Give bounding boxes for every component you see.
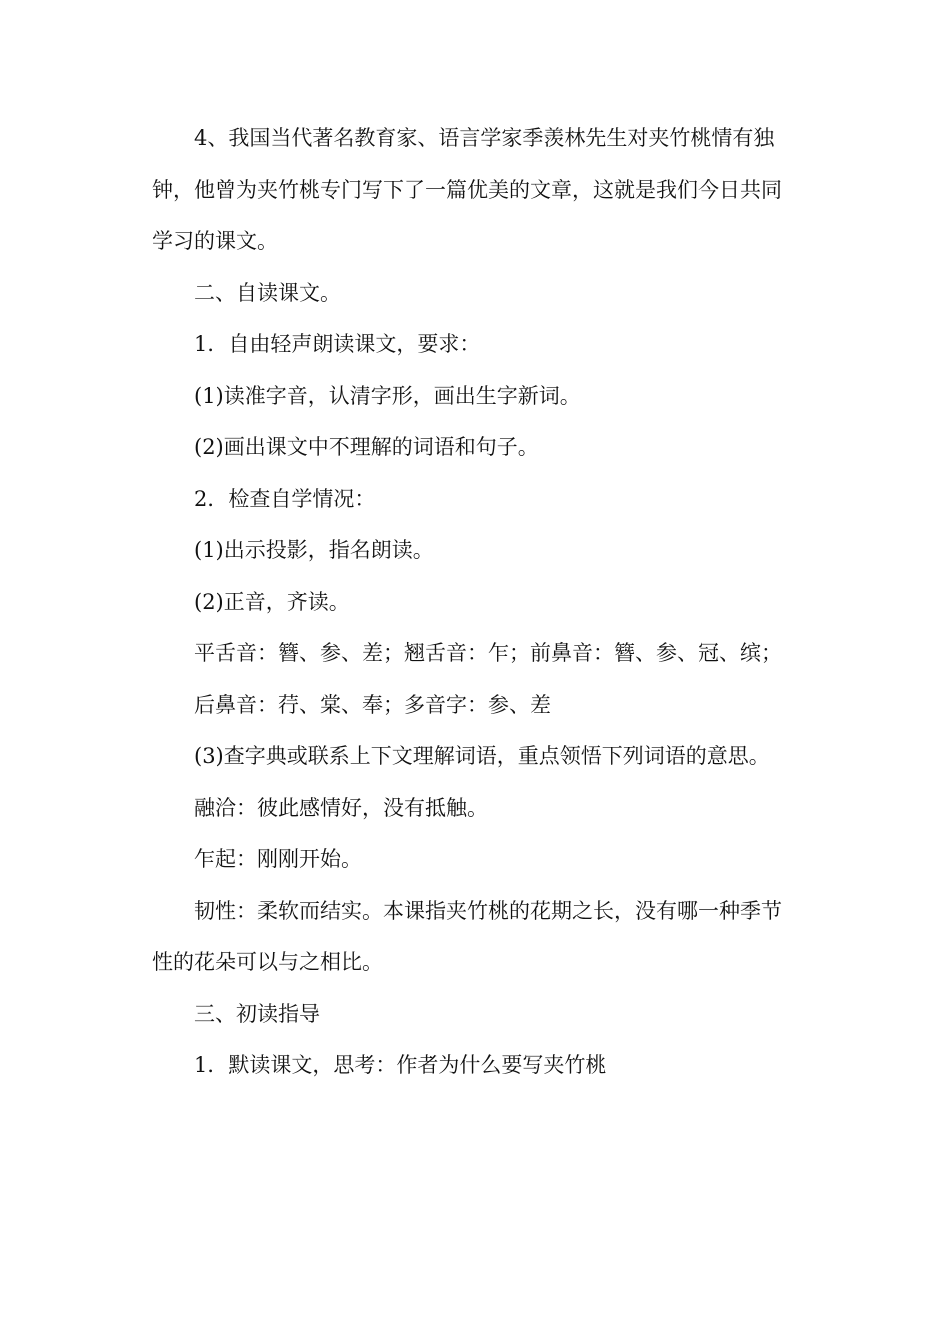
- sub-item-mark-words: (2)画出课文中不理解的词语和句子。: [194, 435, 539, 459]
- paragraph-intro: 4、我国当代著名教育家、语言学家季羡林先生对夹竹桃情有独钟，他曾为夹竹桃专门写下了一篇优美的文章，这就是我们今日共同学习的课文。: [152, 126, 782, 253]
- paragraph-back-nasal-sounds: 后鼻音：荇、棠、奉；多音字：参、差: [194, 692, 551, 717]
- section-heading-first-reading: 三、初读指导: [194, 1001, 320, 1026]
- sub-item-dictionary: (3)查字典或联系上下文理解词语，重点领悟下列词语的意思。: [194, 744, 770, 768]
- sub-item-projection: (1)出示投影，指名朗读。: [194, 538, 434, 562]
- section-heading-self-reading: 二、自读课文。: [194, 280, 341, 305]
- definition-rongqia: 融洽：彼此感情好，没有抵触。: [194, 795, 488, 820]
- paragraph-flat-tongue-sounds: 平舌音：簪、参、差；翘舌音：乍；前鼻音：簪、参、冠、缤；: [194, 641, 782, 665]
- list-item-silent-reading: 1．默读课文，思考：作者为什么要写夹竹桃: [194, 1053, 607, 1077]
- document-body: [152, 113, 802, 1092]
- definition-renxing: 韧性：柔软而结实。本课指夹竹桃的花期之长，没有哪一种季节性的花朵可以与之相比。: [152, 898, 782, 974]
- list-item-check-study: 2．检查自学情况：: [194, 486, 376, 511]
- definition-zhaqi: 乍起：刚刚开始。: [194, 847, 362, 871]
- sub-item-pronunciation: (1)读准字音，认清字形，画出生字新词。: [194, 383, 581, 408]
- sub-item-correct-sound: (2)正音，齐读。: [194, 589, 350, 614]
- list-item-read-aloud: 1．自由轻声朗读课文，要求：: [194, 332, 481, 356]
